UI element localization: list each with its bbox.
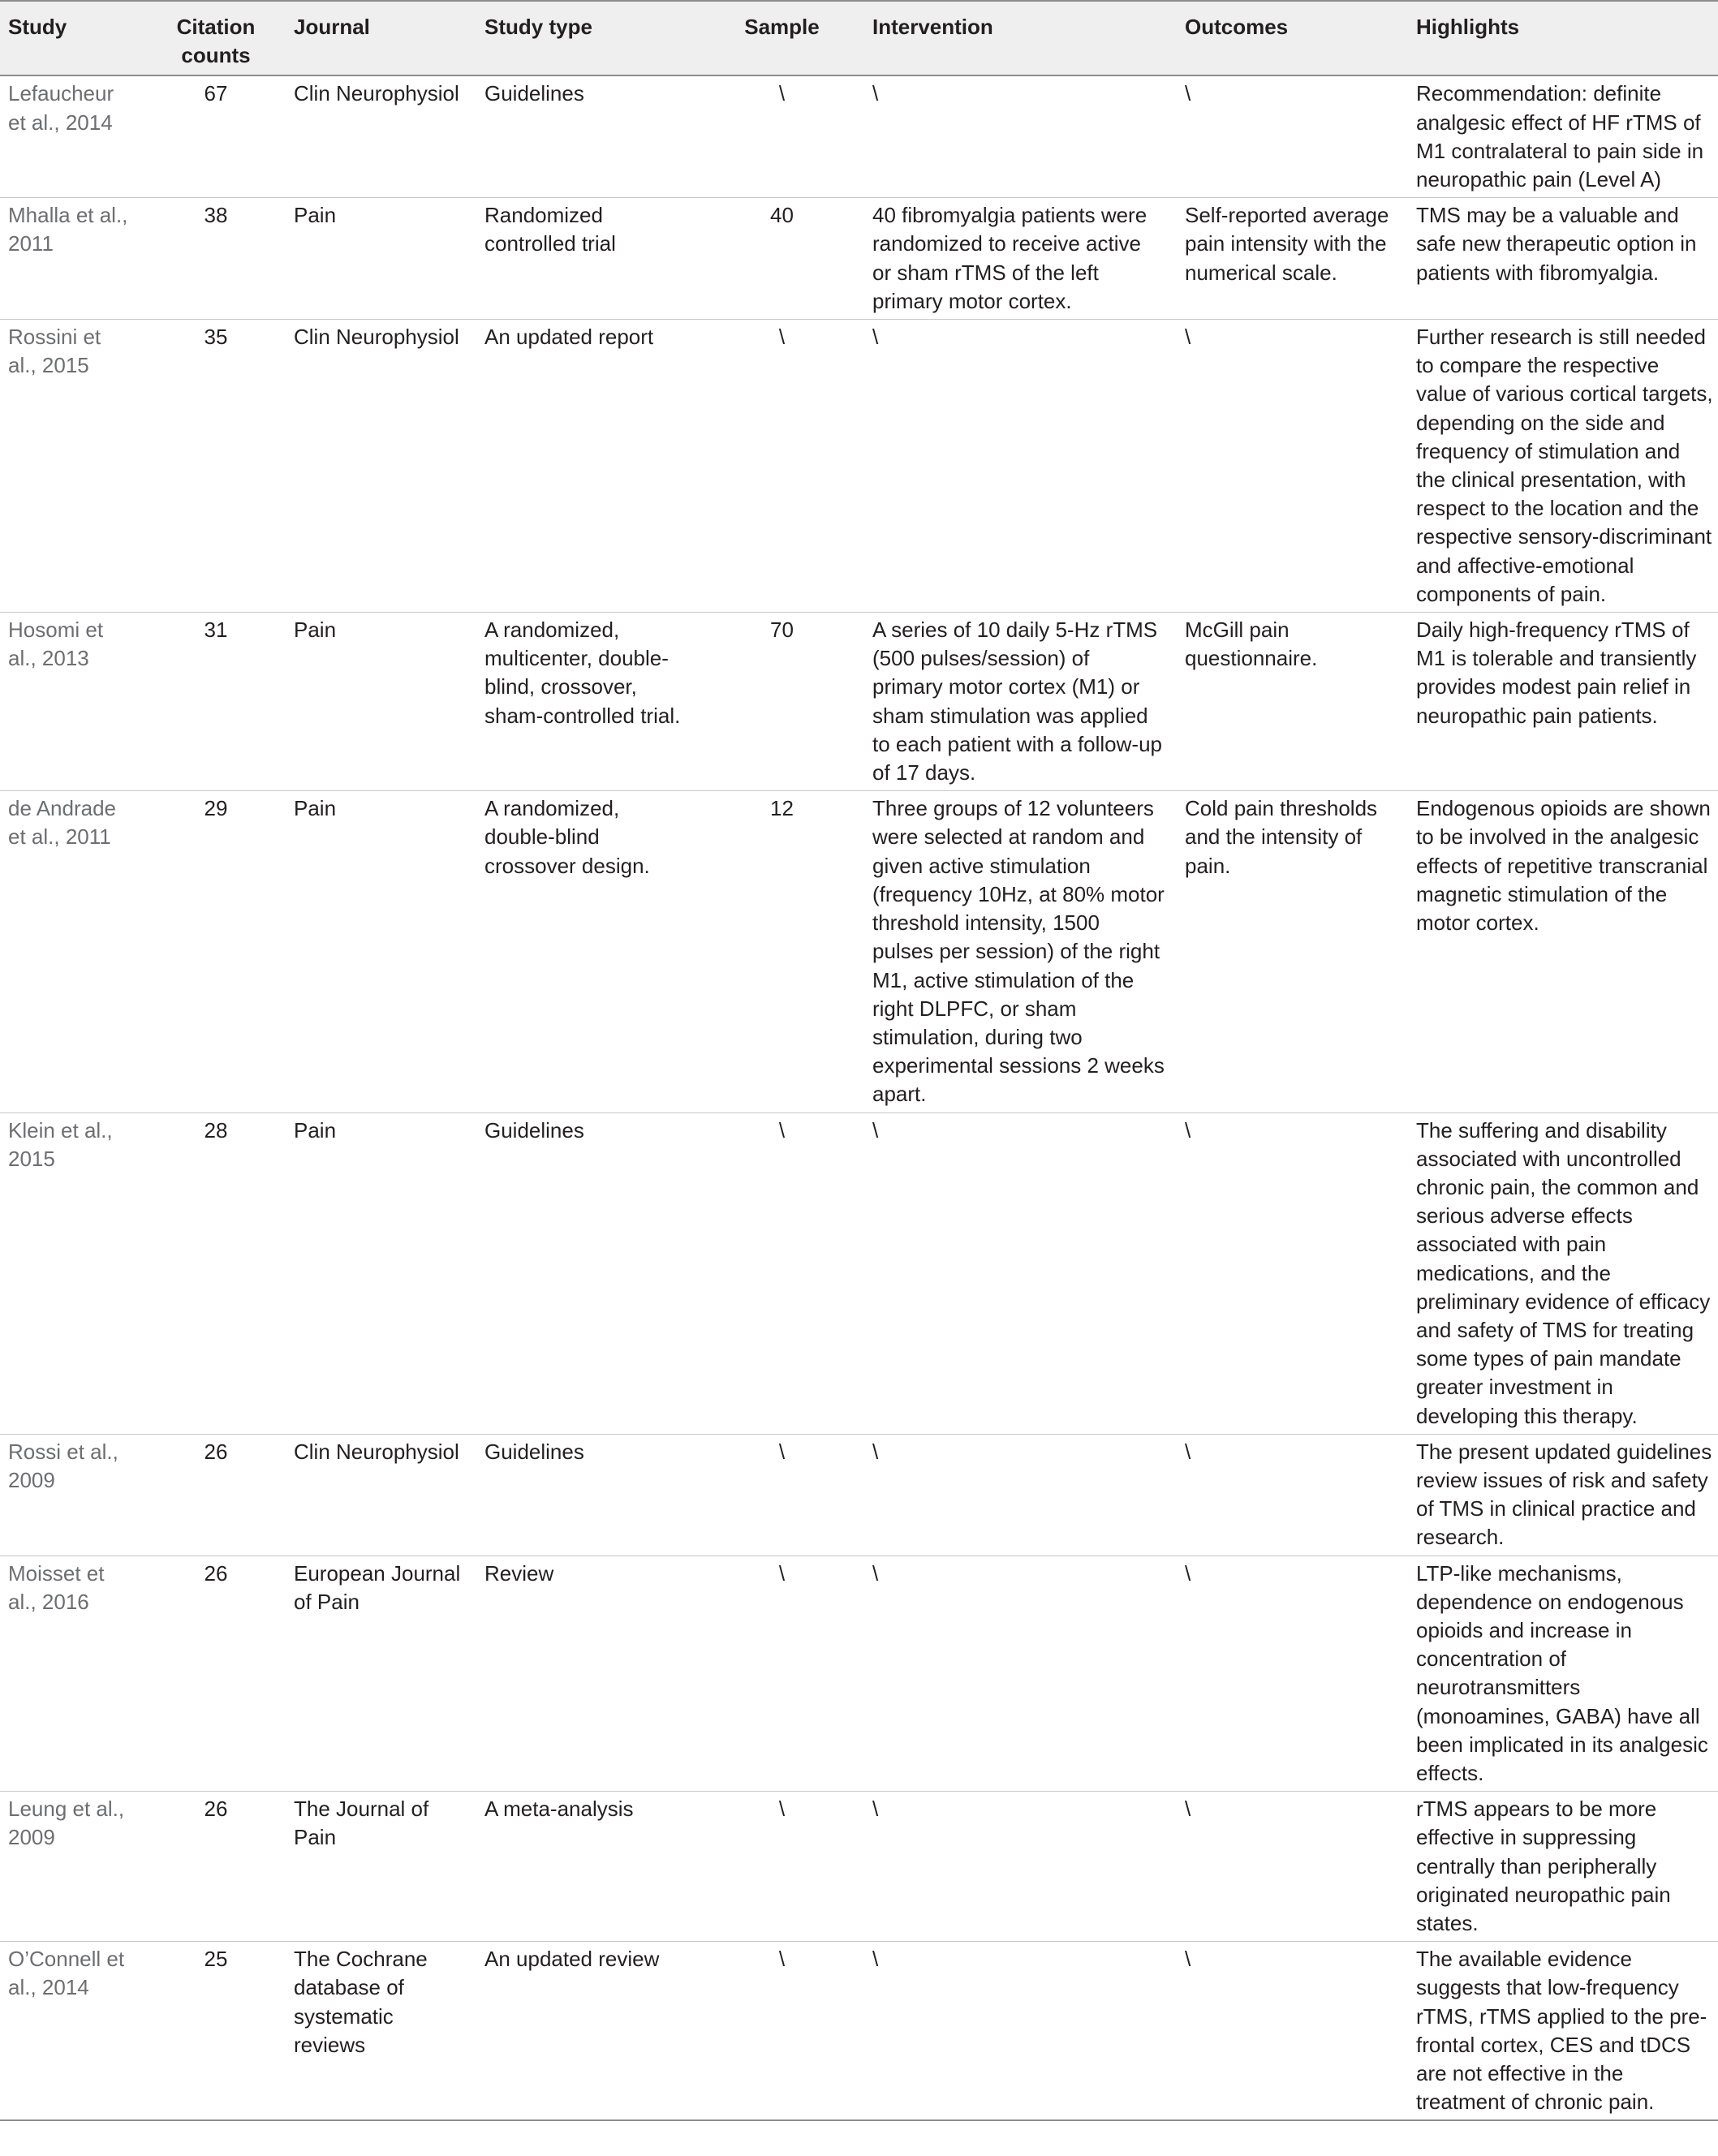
cell-outcomes: McGill pain questionnaire.: [1177, 613, 1408, 791]
cell-study-type: Guidelines: [476, 1434, 700, 1556]
cell-study-type: Guidelines: [476, 1112, 700, 1434]
cell-study: Lefaucheur et al., 2014: [0, 75, 146, 197]
table-row: [0, 791, 1718, 1112]
cell-sample: 12: [700, 791, 864, 1112]
table-row: [0, 198, 1718, 320]
cell-citation-counts: 38: [146, 198, 286, 320]
cell-study: Hosomi et al., 2013: [0, 613, 146, 791]
table-row: [0, 320, 1718, 613]
cell-journal: Pain: [286, 613, 476, 791]
cell-outcomes: Cold pain thresholds and the intensity of pain.: [1177, 791, 1408, 1112]
cell-citation-counts: 28: [146, 1112, 286, 1434]
header-citation-counts: [146, 1, 286, 75]
header-citation-line1: Citation: [176, 15, 256, 39]
cell-highlights: rTMS appears to be more effective in suppressing centrally than peripherally originated neuropathic pain states.: [1408, 1792, 1718, 1942]
cell-study-type: A meta-analysis: [476, 1792, 700, 1942]
cell-journal: Clin Neurophysiol: [286, 320, 476, 613]
cell-intervention: \: [864, 75, 1177, 197]
cell-intervention: \: [864, 320, 1177, 613]
cell-study-type: A randomized, double-blind crossover design.: [476, 791, 700, 1112]
cell-intervention: 40 fibromyalgia patients were randomized to receive active or sham rTMS of the left primary motor cortex.: [864, 198, 1177, 320]
cell-citation-counts: 67: [146, 75, 286, 197]
cell-study-type: Review: [476, 1556, 700, 1792]
cell-sample: \: [700, 1792, 864, 1942]
cell-outcomes: Self-reported average pain intensity with the numerical scale.: [1177, 198, 1408, 320]
cell-outcomes: \: [1177, 1942, 1408, 2121]
cell-intervention: \: [864, 1112, 1177, 1434]
cell-study-type: An updated review: [476, 1942, 700, 2121]
cell-highlights: The suffering and disability associated with uncontrolled chronic pain, the common and serious adverse effects associated with pain medications, and the preliminary evidence of efficacy and safety of TMS for treating some types of pain mandate greater investment in developing this therapy.: [1408, 1112, 1718, 1434]
cell-study: Rossi et al., 2009: [0, 1434, 146, 1556]
cell-outcomes: \: [1177, 320, 1408, 613]
cell-highlights: Recommendation: definite analgesic effect of HF rTMS of M1 contralateral to pain side in neuropathic pain (Level A): [1408, 75, 1718, 197]
cell-study-type: Randomized controlled trial: [476, 198, 700, 320]
table-row: [0, 1792, 1718, 1942]
cell-journal: Clin Neurophysiol: [286, 75, 476, 197]
cell-outcomes: \: [1177, 1112, 1408, 1434]
table-row: [0, 1942, 1718, 2121]
header-study-type: Study type: [476, 1, 700, 75]
cell-intervention: \: [864, 1556, 1177, 1792]
header-study: Study: [0, 1, 146, 75]
table-header-row: [0, 1, 1718, 75]
table-row: [0, 613, 1718, 791]
cell-outcomes: \: [1177, 1792, 1408, 1942]
cell-citation-counts: 26: [146, 1434, 286, 1556]
cell-sample: 40: [700, 198, 864, 320]
cell-outcomes: \: [1177, 1556, 1408, 1792]
cell-highlights: Daily high-frequency rTMS of M1 is tolerable and transiently provides modest pain relief in neuropathic pain patients.: [1408, 613, 1718, 791]
cell-study: Klein et al., 2015: [0, 1112, 146, 1434]
cell-sample: \: [700, 75, 864, 197]
cell-citation-counts: 29: [146, 791, 286, 1112]
cell-outcomes: \: [1177, 1434, 1408, 1556]
cell-highlights: LTP-like mechanisms, dependence on endogenous opioids and increase in concentration of neurotransmitters (monoamines, GABA) have all been implicated in its analgesic effects.: [1408, 1556, 1718, 1792]
header-citation-line2: counts: [181, 43, 251, 68]
cell-journal: The Cochrane database of systematic reviews: [286, 1942, 476, 2121]
cell-study-type: A randomized, multicenter, double-blind, crossover, sham-controlled trial.: [476, 613, 700, 791]
cell-sample: \: [700, 1556, 864, 1792]
cell-journal: Pain: [286, 1112, 476, 1434]
cell-highlights: Endogenous opioids are shown to be involved in the analgesic effects of repetitive transcranial magnetic stimulation of the motor cortex.: [1408, 791, 1718, 1112]
cell-intervention: Three groups of 12 volunteers were selected at random and given active stimulation (frequency 10Hz, at 80% motor threshold intensity, 1500 pulses per session) of the right M1, active stimulation of the right DLPFC, or sham stimulation, during two experimental sessions 2 weeks apart.: [864, 791, 1177, 1112]
table-body: [0, 75, 1718, 2120]
table-row: [0, 1556, 1718, 1792]
cell-highlights: The present updated guidelines review issues of risk and safety of TMS in clinical practice and research.: [1408, 1434, 1718, 1556]
cell-intervention: \: [864, 1942, 1177, 2121]
table-row: [0, 1434, 1718, 1556]
cell-citation-counts: 25: [146, 1942, 286, 2121]
cell-study: O’Connell et al., 2014: [0, 1942, 146, 2121]
cell-highlights: TMS may be a valuable and safe new therapeutic option in patients with fibromyalgia.: [1408, 198, 1718, 320]
cell-citation-counts: 31: [146, 613, 286, 791]
table-row: [0, 1112, 1718, 1434]
header-highlights: Highlights: [1408, 1, 1718, 75]
cell-citation-counts: 35: [146, 320, 286, 613]
cell-study: Mhalla et al., 2011: [0, 198, 146, 320]
cell-study: de Andrade et al., 2011: [0, 791, 146, 1112]
cell-sample: \: [700, 1112, 864, 1434]
cell-journal: European Journal of Pain: [286, 1556, 476, 1792]
cell-highlights: Further research is still needed to compare the respective value of various cortical targets, depending on the side and frequency of stimulation and the clinical presentation, with respect to the location and the respective sensory-discriminant and affective-emotional components of pain.: [1408, 320, 1718, 613]
header-outcomes: Outcomes: [1177, 1, 1408, 75]
header-intervention: Intervention: [864, 1, 1177, 75]
cell-intervention: \: [864, 1434, 1177, 1556]
cell-outcomes: \: [1177, 75, 1408, 197]
cell-journal: Pain: [286, 791, 476, 1112]
cell-study: Rossini et al., 2015: [0, 320, 146, 613]
cell-intervention: \: [864, 1792, 1177, 1942]
cell-intervention: A series of 10 daily 5-Hz rTMS (500 pulses/session) of primary motor cortex (M1) or sham stimulation was applied to each patient with a follow-up of 17 days.: [864, 613, 1177, 791]
cell-highlights: The available evidence suggests that low-frequency rTMS, rTMS applied to the pre-frontal cortex, CES and tDCS are not effective in the treatment of chronic pain.: [1408, 1942, 1718, 2121]
cell-journal: The Journal of Pain: [286, 1792, 476, 1942]
header-journal: Journal: [286, 1, 476, 75]
cell-sample: \: [700, 1942, 864, 2121]
cell-study: Moisset et al., 2016: [0, 1556, 146, 1792]
cell-citation-counts: 26: [146, 1792, 286, 1942]
cell-sample: 70: [700, 613, 864, 791]
header-sample: Sample: [700, 1, 864, 75]
table-row: [0, 75, 1718, 197]
cell-citation-counts: 26: [146, 1556, 286, 1792]
cell-study: Leung et al., 2009: [0, 1792, 146, 1942]
cell-study-type: Guidelines: [476, 75, 700, 197]
cell-journal: Pain: [286, 198, 476, 320]
cell-study-type: An updated report: [476, 320, 700, 613]
cell-sample: \: [700, 320, 864, 613]
cell-journal: Clin Neurophysiol: [286, 1434, 476, 1556]
cell-sample: \: [700, 1434, 864, 1556]
